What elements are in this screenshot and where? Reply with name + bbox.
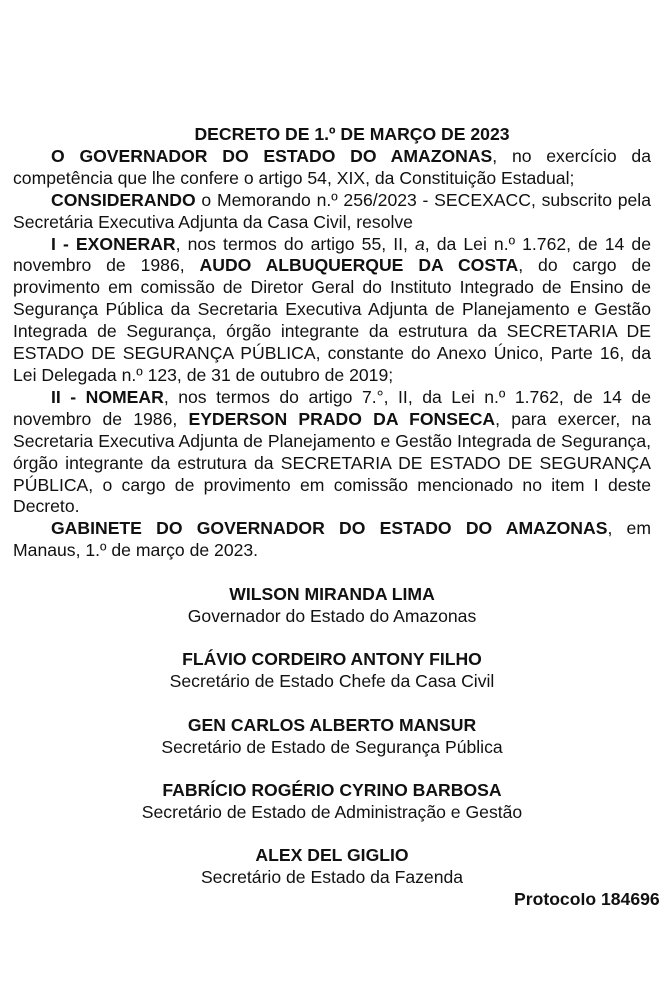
nomear-text-1: , nos termos do artigo 7.°, II, da Lei n.º 1.762, de 14 de novembro de 1986,: [13, 386, 651, 429]
governor-heading: O GOVERNADOR DO ESTADO DO AMAZONAS: [51, 145, 493, 166]
considerando-heading: CONSIDERANDO: [51, 189, 196, 210]
governor-text: , no exercício da competência que lhe confere o artigo 54, XIX, da Constituição Estadual;: [13, 145, 651, 188]
signature-role: Secretário de Estado Chefe da Casa Civil: [169, 671, 495, 692]
signature-role: Secretário de Estado de Segurança Pública: [161, 736, 503, 757]
exonerated-person: AUDO ALBUQUERQUE DA COSTA: [199, 255, 519, 276]
paragraph-nomear: [13, 387, 651, 518]
paragraph-gabinete: [13, 518, 651, 562]
paragraph-considerando: [13, 190, 651, 234]
signature-block: [13, 584, 651, 889]
item-two-prefix: II -: [51, 386, 86, 407]
signature-role: Secretário de Estado da Fazenda: [200, 867, 464, 888]
nomear-heading: NOMEAR: [85, 386, 164, 407]
paragraph-exonerar: [13, 234, 651, 387]
exonerar-text-2: , da Lei n.º 1.762, de 14 de novembro de 1986,: [13, 233, 651, 276]
signature-name: WILSON MIRANDA LIMA: [229, 584, 435, 605]
gabinete-heading: GABINETE DO GOVERNADOR DO ESTADO DO AMAZONAS: [51, 518, 608, 539]
decree-title: DECRETO DE 1.º DE MARÇO DE 2023: [194, 124, 510, 144]
gabinete-text: , em Manaus, 1.º de março de 2023.: [13, 518, 652, 561]
appointed-person: EYDERSON PRADO DA FONSECA: [188, 408, 496, 429]
signature-casa-civil: [13, 649, 651, 693]
item-one-prefix: I -: [51, 233, 76, 254]
protocol-number: [514, 893, 664, 907]
signature-administracao: [13, 780, 651, 824]
signature-role: Governador do Estado do Amazonas: [187, 606, 477, 627]
signature-governor: [13, 584, 651, 628]
exonerar-heading: EXONERAR: [75, 233, 176, 254]
signature-fazenda: [13, 845, 651, 889]
exonerar-italic: a: [414, 233, 425, 254]
signature-role: Secretário de Estado de Administração e Gestão: [141, 801, 523, 822]
signature-name: GEN CARLOS ALBERTO MANSUR: [187, 714, 477, 735]
considerando-text: o Memorando n.º 256/2023 - SECEXACC, subscrito pela Secretária Executiva Adjunta da Casa Civil, resolve: [13, 189, 651, 232]
protocol-text: Protocolo 184696: [514, 893, 660, 907]
signature-seguranca: [13, 715, 651, 759]
nomear-text-2: , para exercer, na Secretaria Executiva Adjunta de Planejamento e Gestão Integrada de Segurança, órgão integrante da estrutura da SECRETARIA DE ESTADO DE SEGURANÇA PÚBLICA, o cargo de provimento em comissão mencionado no item I deste Decreto.: [13, 408, 651, 517]
exonerar-text-1: , nos termos do artigo 55, II,: [175, 233, 415, 254]
decree-document: [13, 124, 651, 911]
signature-name: FABRÍCIO ROGÉRIO CYRINO BARBOSA: [162, 780, 502, 801]
exonerar-text-3: , do cargo de provimento em comissão de Diretor Geral do Instituto Integrado de Ensino de Segurança Pública da Secretaria Executiva Adjunta de Planejamento e Gestão Integrada de Segurança, órgão integrante da estrutura da SECRETARIA DE ESTADO DE SEGURANÇA PÚBLICA, constante do Anexo Único, Parte 16, da Lei Delegada n.º 123, de 31 de outubro de 2019;: [13, 255, 652, 385]
paragraph-governor: [13, 146, 651, 190]
signature-name: ALEX DEL GIGLIO: [255, 845, 409, 866]
signature-name: FLÁVIO CORDEIRO ANTONY FILHO: [182, 649, 482, 670]
